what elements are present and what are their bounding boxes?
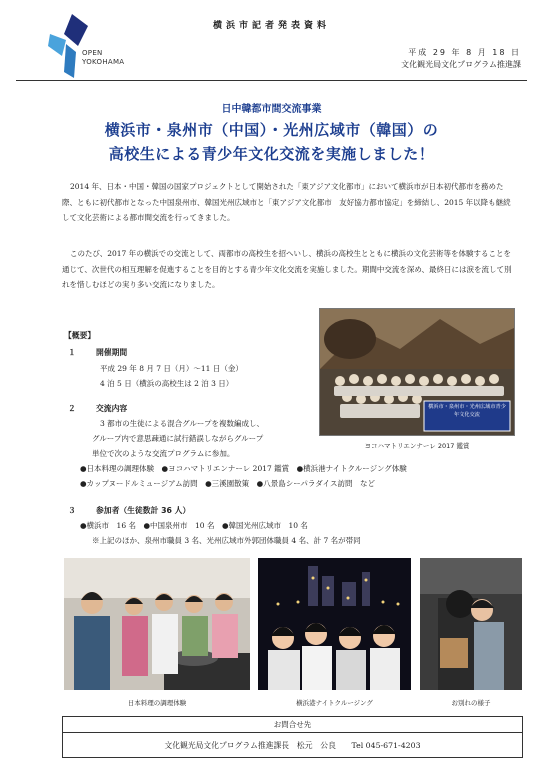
section2-activities-2: ●カップヌードルミュージアム訪問 ●三溪園散策 ●八景島シーパラダイス訪問 など: [80, 479, 376, 488]
headline-title-line1: 横浜市・泉州市（中国）・光州広域市（韓国）の: [104, 121, 439, 139]
headline-title-line2: 高校生による青少年文化交流を実施しました！: [108, 145, 435, 163]
issuing-department: 文化観光局文化プログラム推進課: [401, 60, 521, 69]
section1-title: 開催期間: [96, 348, 128, 357]
section2-desc-2: グループ内で意思疎通に試行錯誤しながらグループ: [92, 434, 264, 443]
triennale-banner-text: 横浜市・泉州市・光州広域市青少年文化交流: [428, 404, 506, 418]
summary-heading: 【概要】: [64, 331, 96, 340]
farewell-photo-illustration: [420, 558, 522, 690]
header-divider: [16, 80, 527, 81]
triennale-caption: ヨコハマトリエンナーレ 2017 鑑賞: [364, 442, 470, 450]
cruise-photo-illustration: [258, 558, 411, 690]
body-paragraph-1: 2014 年、日本・中国・韓国の国家プロジェクトとして開始された「東アジア文化都市」において横浜市が日本初代都市を務めた際、ともに初代都市となった中国泉州市、韓国光州広域市と「東アジア文化都市 友好協力都市協定」を締結し、2015 年以降も継続して文化芸術による都市間交流を行ってきました。: [62, 182, 511, 223]
section2-title: 交流内容: [96, 404, 128, 413]
contact-label: お問合せ先: [273, 720, 312, 729]
section2-activities-1: ●日本料理の調理体験 ●ヨコハマトリエンナーレ 2017 鑑賞 ●横浜港ナイトクルージング体験: [80, 464, 407, 473]
farewell-caption: お別れの様子: [451, 699, 491, 707]
section3-number: ３: [68, 506, 76, 515]
body-paragraph-2: このたび、2017 年の横浜での交流として、両都市の高校生を招へいし、横浜の高校生とともに横浜の文化芸術等を体験することを通じて、次世代の相互理解を促進することを目的とする青少年文化交流を実施しました。期間中交流を深め、最終日には涙を流して別れを惜しむほどの実り多い交流になりました。: [62, 249, 512, 290]
contact-divider: [63, 732, 522, 733]
cooking-caption: 日本料理の調理体験: [127, 699, 187, 707]
logo-text-yokohama: YOKOHAMA: [82, 58, 125, 66]
logo-text-open: OPEN: [82, 49, 103, 57]
cooking-photo-illustration: [64, 558, 250, 690]
cruise-caption: 横浜港ナイトクルージング: [296, 699, 373, 707]
logo-blue-shape: [64, 44, 76, 78]
section2-number: ２: [68, 404, 76, 413]
section1-dates: 平成 29 年 8 月 7 日（月）～11 日（金）: [100, 364, 243, 373]
release-date: 平成 29 年 8 月 18 日: [408, 48, 521, 57]
press-release-header: 横浜市記者発表資料: [212, 21, 330, 31]
section3-title: 参加者（生徒数計 36 人）: [96, 506, 191, 515]
contact-box: [62, 716, 523, 758]
cooking-experience-photo: [64, 558, 250, 690]
headline-subtitle: 日中韓都市間交流事業: [221, 104, 322, 115]
section2-desc-1: 3 都市の生徒による混合グループを複数編成し、: [100, 419, 265, 428]
logo-text: [82, 49, 124, 67]
triennale-group-photo: [319, 308, 515, 436]
section3-note: ※上記のほか、泉州市職員 3 名、光州広域市外郭団体職員 4 名、計 7 名が帯同: [92, 536, 361, 545]
logo-cyan-shape: [48, 34, 66, 56]
contact-detail: 文化観光局文化プログラム推進課長 松元 公良 Tel 045-671-4203: [164, 741, 421, 750]
night-cruise-photo: [258, 558, 411, 690]
section1-number: １: [68, 348, 76, 357]
farewell-photo: [420, 558, 522, 690]
section3-participants: ●横浜市 16 名 ●中国泉州市 10 名 ●韓国光州広域市 10 名: [80, 521, 308, 530]
section2-desc-3: 単位で次のような交流プログラムに参加。: [92, 449, 235, 458]
section1-duration: 4 泊 5 日（横浜の高校生は 2 泊 3 日）: [100, 379, 234, 388]
